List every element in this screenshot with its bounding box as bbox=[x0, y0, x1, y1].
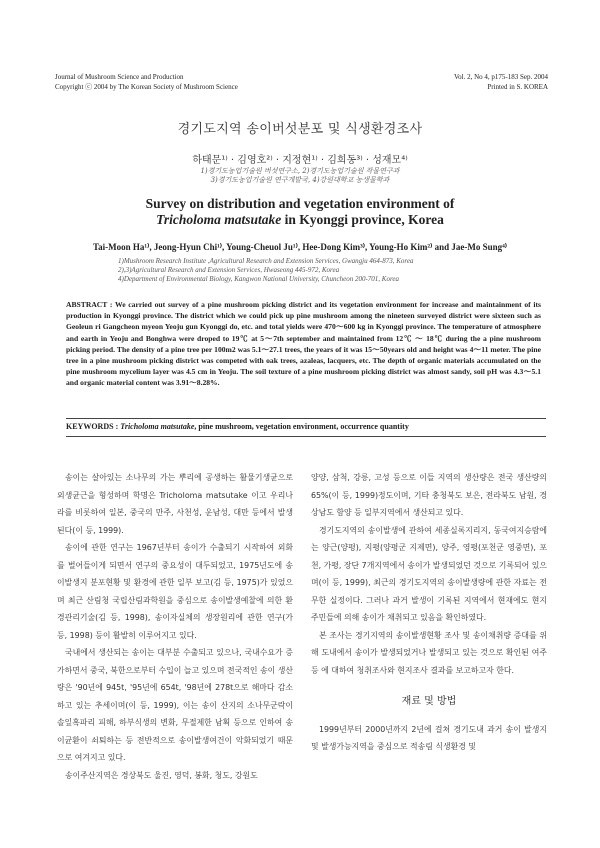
journal-header-left bbox=[55, 72, 238, 92]
body-paragraph: 본 조사는 경기지역의 송이발생현황 조사 및 송이채취량 증대를 위해 도내에서 송이가 발생되었거나 발생되고 있는 것으로 확인된 여주 등 에 대하여 청취조사와 현지조사 결과를 보고하고자 한다. bbox=[311, 630, 547, 675]
korean-affiliations bbox=[0, 167, 600, 185]
english-affiliations bbox=[118, 257, 413, 284]
english-title-rest: in Kyonggi province, Korea bbox=[281, 212, 444, 227]
body-column-left bbox=[57, 469, 293, 784]
english-affiliation-1: 1)Mushroom Research Institute ,Agricultural Research and Extension Services, Gwangju 464-873, Korea bbox=[118, 257, 414, 265]
body-paragraph: 송이는 살아있는 소나무의 가는 뿌리에 공생하는 활물기생균으로 외생균근을 형성하며 학명은 Tricholoma matsutake 이고 우리나라를 비롯하여 일본, 중국의 만주, 사천성, 운남성, 대만 등에서 발생된다(이 등, 1999). bbox=[57, 473, 293, 535]
body-paragraph: 경기도지역의 송이발생에 관하여 세종실록지리지, 동국여지승람에는 양근(양평), 지평(양평군 지제면), 양주, 영평(포천군 영중면), 포천, 가평, 장단 7개지역에서 송이가 발생되었던 것으로 기록되어 있으며(이 등, 1999), 최근의 경기도지역의 송이발생량에 관한 자료는 전무한 실정이다. 그러나 과거 발생이 기록된 지역에서 현재에도 현지 주민들에 의해 송이가 채취되고 있음을 확인하였다. bbox=[311, 525, 547, 622]
keywords bbox=[66, 422, 409, 431]
body-paragraph: 송이에 관한 연구는 1967년부터 송이가 수출되기 시작하여 외화를 벌어들이게 되면서 연구의 중요성이 대두되었고, 1975년도에 송이발생지 분포현황 및 환경에 관한 일부 보고(김 등, 1975)가 있었으며 최근 산림청 국립산림과학원을 중심으로 송이발생예찰에 의한 환경관리기술(김 등, 1998), 송이자실체의 생장원리에 관한 연구(가 등, 1998) 등이 활발히 이루어지고 있다. bbox=[57, 543, 293, 640]
korean-authors: 하태문¹⁾ · 김영호²⁾ · 지정현¹⁾ · 김희동³⁾ · 성재모⁴⁾ bbox=[192, 155, 408, 166]
keywords-species: Tricholoma matsutake bbox=[120, 422, 195, 431]
journal-header-right bbox=[454, 72, 548, 92]
english-affiliation-2: 2),3)Agricultural Research and Extension Services, Hwaseong 445-972, Korea bbox=[118, 266, 340, 274]
journal-name: Journal of Mushroom Science and Production bbox=[55, 73, 184, 81]
abstract: ABSTRACT : We carried out survey of a pine mushroom picking district and its vegetation environment for increase and maintainment of its production in Kyonggi province. The district which we could pick up pine mushroom among the nineteen surveyed district were sixteen such as Geoleun ri Gangcheon myeon Yeoju gun Kyonggi do, etc. and total yields were 470～600 kg in Kyonggi province. The temperature of atmosphere and earth in Yeoju and Bonghwa were droped to 19℃ at 5～7th september and maintained from 12℃ ～ 18℃ during the a pine mushroom picking period. The density of a pine tree per 100m2 was 5.1～27.1 trees, the years of it was 15～50years old and height was 4～11 meter. The pine tree in a pine mushroom picking district was competed with oak trees, azaleas, lacquers, etc. The depth of organic materials accumulated on the pine mushroom mycelium layer was 4.5 cm in Yeoju. The soil texture of a pine mushroom picking district was almost sandy, soil pH was 4.3～5.1 and organic material content was 3.91～8.28%. bbox=[66, 300, 541, 388]
section-heading: 재료 및 방법 bbox=[401, 696, 457, 707]
keywords-rest: , pine mushroom, vegetation environment, occurrence quantity bbox=[194, 422, 409, 431]
keywords-top-rule bbox=[66, 418, 546, 419]
english-title-line1: Survey on distribution and vegetation environment of bbox=[145, 196, 455, 211]
body-column-right bbox=[311, 469, 547, 756]
body-paragraph: 1999년부터 2000년까지 2년에 걸쳐 경기도내 과거 송이 발생지 및 발생가능지역을 중심으로 적송림 식생환경 및 bbox=[311, 724, 547, 751]
keywords-label: KEYWORDS : bbox=[66, 422, 121, 431]
english-affiliation-3: 4)Department of Environmental Biology, Kangwon National University, Chuncheon 200-701, Korea bbox=[118, 275, 400, 283]
species-name: Tricholoma matsutake bbox=[156, 212, 282, 227]
body-paragraph: 국내에서 생산되는 송이는 대부분 수출되고 있으나, 국내수요가 증가하면서 중국, 북한으로부터 수입이 늘고 있으며 전국적인 송이 생산량은 '90년에 945t, '95년에 654t, '98년에 278t으로 해마다 감소하고 있는 추세이며(이 등, 1999), 이는 송이 산지의 소나무군락이 솔잎혹파리 피해, 하부식생의 변화, 무절제한 남획 등으로 인하여 송이균환이 쇠퇴하는 등 전반적으로 송이발생여건이 악화되었기 때문으로 여겨지고 있다. bbox=[57, 648, 294, 762]
volume-info: Vol. 2, No 4, p175-183 Sep. 2004 bbox=[454, 73, 548, 81]
body-paragraph: 양양, 삼척, 강릉, 고성 등으로 이들 지역의 생산량은 전국 생산량의 65%(이 등, 1999)정도이며, 기타 충청북도 보은, 전라북도 남원, 경상남도 함양 등 일부지역에서 생산되고 있다. bbox=[311, 473, 547, 517]
english-authors: Tai-Moon Ha¹⁾, Jeong-Hyun Chi¹⁾, Young-Cheuol Ju¹⁾, Hee-Dong Kim³⁾, Young-Ho Kim²⁾ and Jae-Mo Sung⁴⁾ bbox=[92, 242, 507, 252]
english-title-line2 bbox=[0, 212, 600, 228]
body-paragraph: 송이주산지역은 경상북도 울진, 영덕, 봉화, 청도, 강원도 bbox=[65, 770, 258, 780]
english-title bbox=[0, 196, 600, 228]
korean-title: 경기도지역 송이버섯분포 및 식생환경조사 bbox=[177, 122, 423, 137]
printed-info: Printed in S. KOREA bbox=[487, 83, 548, 91]
keywords-bottom-rule bbox=[66, 436, 546, 437]
korean-affiliation-2: 3)경기도농업기술원 연구개발국, 4)강원대학교 농생물학과 bbox=[210, 176, 390, 184]
korean-affiliation-1: 1)경기도농업기술원 버섯연구소, 2)경기도농업기술원 작물연구과 bbox=[200, 167, 400, 175]
copyright: Copyright ⓒ 2004 by The Korean Society of Mushroom Science bbox=[55, 83, 238, 91]
